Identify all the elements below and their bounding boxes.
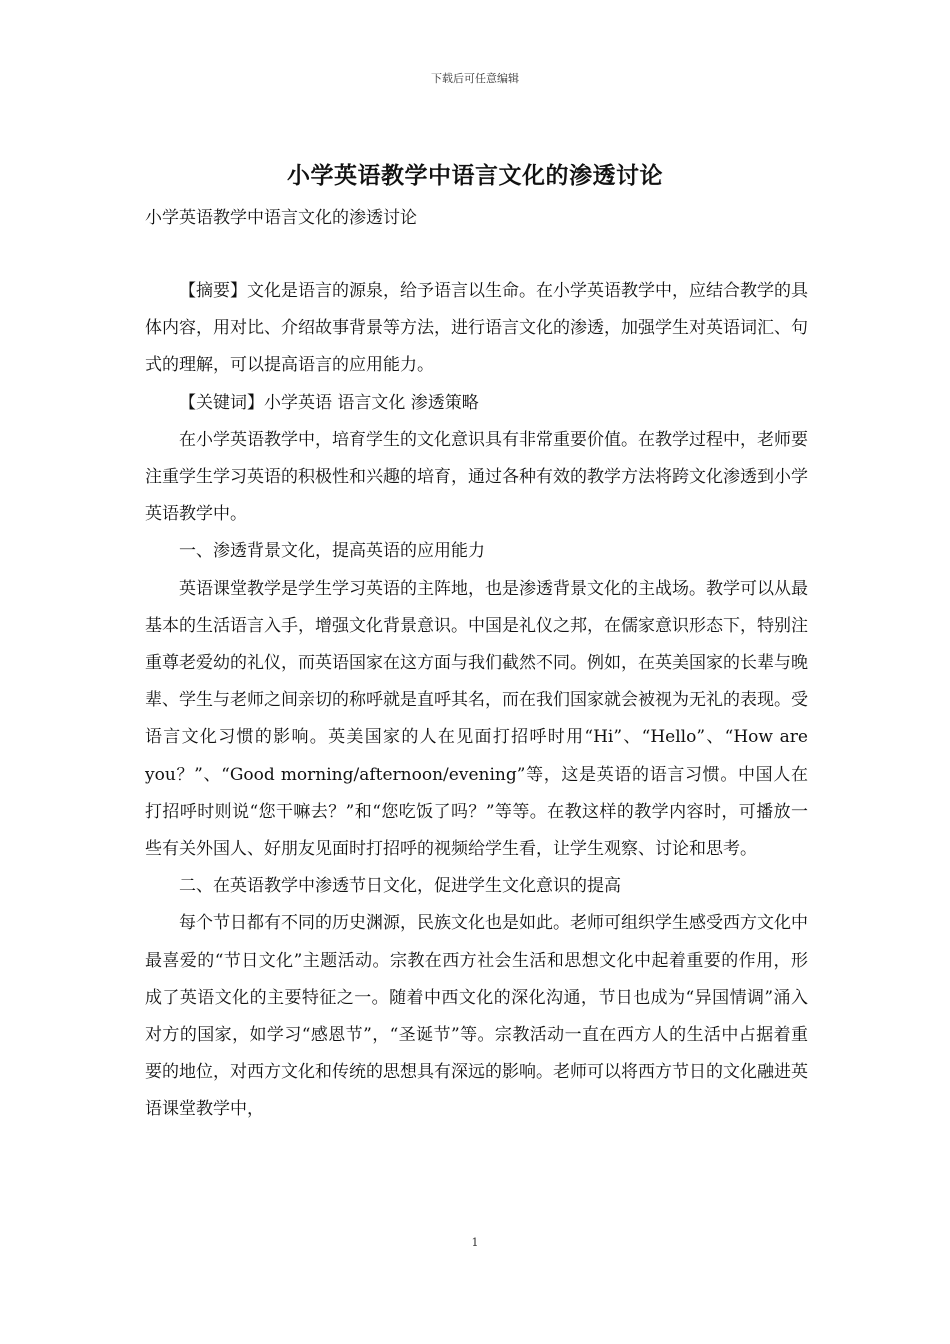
section-heading-1: 一、渗透背景文化，提高英语的应用能力 <box>179 541 485 562</box>
page-number: 1 <box>471 1236 479 1249</box>
document-subtitle: 小学英语教学中语言文化的渗透讨论 <box>145 208 417 228</box>
abstract-paragraph: 【摘要】文化是语言的源泉，给予语言以生命。在小学英语教学中，应结合教学的具体内容，用对比、介绍故事背景等方法，进行语言文化的渗透，加强学生对英语词汇、句式的理解，可以提高语言的应用能力。 <box>145 281 808 376</box>
document-title: 小学英语教学中语言文化的渗透讨论 <box>287 162 663 189</box>
section-1-paragraph: 英语课堂教学是学生学习英语的主阵地，也是渗透背景文化的主战场。教学可以从最基本的生活语言入手，增强文化背景意识。中国是礼仪之邦，在儒家意识形态下，特别注重尊老爱幼的礼仪，而英语国家在这方面与我们截然不同。例如，在英美国家的长辈与晚辈、学生与老师之间亲切的称呼就是直呼其名，而在我们国家就会被视为无礼的表现。受语言文化习惯的影响。英美国家的人在见面打招呼时用“Hi”、“Hello”、“How are you？”、“Good morning/afternoon/evening”等，这是英语的语言习惯。中国人在打招呼时则说“您干嘛去？”和“您吃饭了吗？”等等。在教这样的教学内容时，可播放一些有关外国人、好朋友见面时打招呼的视频给学生看，让学生观察、讨论和思考。 <box>145 578 808 860</box>
section-2-paragraph: 每个节日都有不同的历史渊源，民族文化也是如此。老师可组织学生感受西方文化中最喜爱的“节日文化”主题活动。宗教在西方社会生活和思想文化中起着重要的作用，形成了英语文化的主要特征之一。随着中西文化的深化沟通，节日也成为“异国情调”涌入对方的国家，如学习“感恩节”，“圣诞节”等。宗教活动一直在西方人的生活中占据着重要的地位，对西方文化和传统的思想具有深远的影响。老师可以将西方节日的文化融进英语课堂教学中， <box>145 913 808 1120</box>
keywords-paragraph: 【关键词】小学英语 语言文化 渗透策略 <box>179 392 479 413</box>
document-body <box>145 273 808 1129</box>
intro-paragraph: 在小学英语教学中，培育学生的文化意识具有非常重要价值。在教学过程中，老师要注重学生学习英语的积极性和兴趣的培育，通过各种有效的教学方法将跨文化渗透到小学英语教学中。 <box>145 429 808 525</box>
section-heading-2: 二、在英语教学中渗透节日文化，促进学生文化意识的提高 <box>179 876 621 897</box>
header-note: 下载后可任意编辑 <box>431 72 519 85</box>
